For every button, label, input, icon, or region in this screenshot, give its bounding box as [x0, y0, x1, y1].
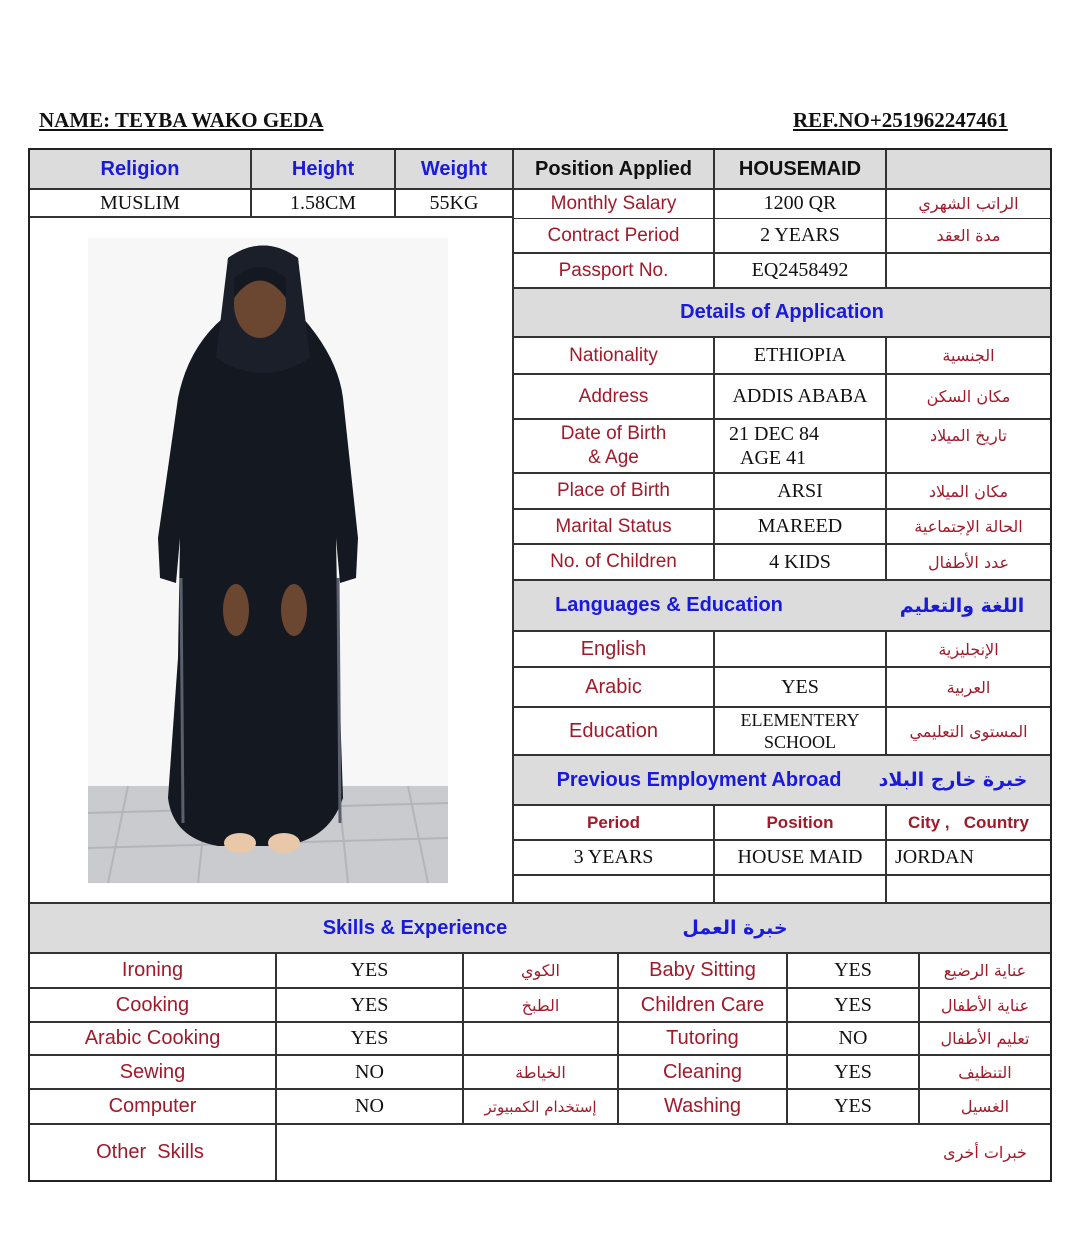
- religion-label: Religion: [100, 157, 180, 180]
- employment-position-value: HOUSE MAID: [737, 846, 863, 868]
- passport-label: Passport No.: [558, 259, 669, 281]
- children-value: 4 KIDS: [769, 550, 831, 573]
- english-label: English: [580, 637, 647, 660]
- education-arabic: المستوى التعليمي: [909, 721, 1028, 741]
- arabic-arabic: العربية: [946, 677, 991, 697]
- skill-ironing-label: Ironing: [121, 959, 184, 981]
- other-skills-arabic: خبرات أخرى: [943, 1143, 1027, 1162]
- skills-title-arabic: خبرة العمل: [682, 917, 788, 939]
- skill-tutoring-value: NO: [838, 1027, 868, 1049]
- skill-ironing-arabic: الكوي: [521, 961, 560, 980]
- skill-sewing-value: NO: [355, 1060, 384, 1083]
- reference-number: REF.NO+251962247461: [793, 108, 1008, 132]
- skill-sewing-arabic: الخياطة: [515, 1062, 566, 1082]
- skills-header-bg: [30, 903, 1050, 952]
- education-label: Education: [569, 719, 658, 742]
- english-value: [715, 632, 885, 666]
- candidate-photo-figure: [88, 238, 448, 883]
- details-title: Details of Application: [680, 301, 884, 323]
- languages-title-arabic: اللغة والتعليم: [899, 594, 1025, 617]
- period-column-header: Period: [587, 812, 640, 832]
- contract-period-arabic: مدة العقد: [936, 226, 1001, 245]
- place-of-birth-arabic: مكان الميلاد: [928, 481, 1009, 501]
- children-arabic: عدد الأطفال: [927, 552, 1010, 572]
- marital-status-label: Marital Status: [555, 515, 672, 537]
- skill-tutoring-label: Tutoring: [666, 1027, 739, 1049]
- skill-ironing-value: YES: [350, 959, 389, 981]
- education-value: [715, 708, 885, 754]
- position-column-header: Position: [766, 812, 834, 832]
- skill-cleaning-label: Cleaning: [663, 1060, 742, 1083]
- skill-arabic-cooking-label: Arabic Cooking: [84, 1027, 221, 1049]
- place-of-birth-label: Place of Birth: [557, 480, 670, 501]
- skill-children-care-arabic: عناية الأطفال: [940, 995, 1030, 1015]
- height-label: Height: [291, 157, 355, 180]
- monthly-salary-value: 1200 QR: [763, 192, 837, 214]
- contract-period-label: Contract Period: [547, 224, 680, 246]
- education-value-line1: ELEMENTERY: [740, 710, 860, 730]
- passport-value: EQ2458492: [751, 259, 849, 281]
- skill-baby-sitting-value: YES: [834, 959, 872, 981]
- skill-computer-label: Computer: [108, 1095, 197, 1117]
- employment-title-arabic: خبرة خارج البلاد: [878, 769, 1028, 791]
- skill-baby-sitting-arabic: عناية الرضيع: [943, 961, 1027, 980]
- skill-baby-sitting-label: Baby Sitting: [649, 959, 756, 981]
- dob-value: [715, 420, 885, 472]
- english-arabic: الإنجليزية: [938, 639, 999, 659]
- dob-arabic: تاريخ الميلاد: [930, 425, 1007, 445]
- skills-title: Skills & Experience: [322, 916, 508, 939]
- weight-label: Weight: [420, 157, 488, 180]
- marital-status-arabic: الحالة الإجتماعية: [914, 517, 1023, 536]
- religion-value: MUSLIM: [99, 191, 180, 214]
- weight-value: 55KG: [429, 191, 479, 214]
- nationality-label: Nationality: [569, 344, 658, 366]
- children-label: No. of Children: [550, 551, 677, 572]
- skill-cooking-arabic: الطبخ: [521, 995, 560, 1015]
- skill-cooking-label: Cooking: [115, 993, 190, 1016]
- skill-arabic-cooking-value: YES: [350, 1027, 389, 1049]
- skill-washing-arabic: الغسيل: [960, 1097, 1010, 1116]
- languages-title: Languages & Education: [555, 594, 783, 616]
- skill-arabic-cooking-arabic: [464, 1023, 617, 1054]
- skill-washing-value: YES: [834, 1095, 872, 1117]
- dob-date: 21 DEC 84: [729, 423, 819, 445]
- skill-computer-value: NO: [355, 1095, 384, 1117]
- nationality-value: ETHIOPIA: [753, 344, 847, 366]
- dob-label-line1: Date of Birth: [560, 423, 667, 444]
- position-applied-value: HOUSEMAID: [738, 157, 862, 180]
- other-skills-label: Other Skills: [96, 1141, 204, 1163]
- city-country-column-header: City , Country: [908, 812, 1029, 832]
- skill-tutoring-arabic: تعليم الأطفال: [940, 1029, 1030, 1048]
- candidate-photo: [88, 238, 448, 883]
- skill-cleaning-value: YES: [834, 1060, 872, 1083]
- monthly-salary-arabic: الراتب الشهري: [918, 194, 1019, 213]
- monthly-salary-label: Monthly Salary: [550, 192, 677, 214]
- employment-country-value: JORDAN: [895, 846, 974, 868]
- address-label: Address: [578, 385, 649, 407]
- arabic-value: YES: [781, 675, 819, 698]
- skill-computer-arabic: إستخدام الكمبيوتر: [484, 1097, 597, 1116]
- skill-sewing-label: Sewing: [119, 1060, 186, 1083]
- dob-label-line2: & Age: [588, 447, 639, 468]
- employment-title: Previous Employment Abroad: [556, 768, 842, 791]
- education-value-line2: SCHOOL: [763, 732, 836, 752]
- dob-label: [514, 420, 713, 472]
- employment-period-value: 3 YEARS: [573, 846, 654, 868]
- address-value: ADDIS ABABA: [732, 385, 868, 407]
- marital-status-value: MAREED: [757, 515, 843, 537]
- skill-cleaning-arabic: التنظيف: [958, 1062, 1012, 1082]
- candidate-name: NAME: TEYBA WAKO GEDA: [39, 108, 324, 132]
- skill-children-care-value: YES: [834, 993, 872, 1016]
- place-of-birth-value: ARSI: [777, 479, 823, 502]
- position-applied-label: Position Applied: [534, 157, 693, 180]
- contract-period-value: 2 YEARS: [760, 224, 840, 246]
- skill-washing-label: Washing: [663, 1095, 742, 1117]
- nationality-arabic: الجنسية: [942, 346, 995, 365]
- skill-cooking-value: YES: [350, 993, 389, 1016]
- address-arabic: مكان السكن: [926, 387, 1011, 406]
- age-value: AGE 41: [740, 447, 807, 469]
- arabic-label: Arabic: [585, 675, 642, 698]
- height-value: 1.58CM: [289, 191, 357, 214]
- skill-children-care-label: Children Care: [640, 993, 765, 1016]
